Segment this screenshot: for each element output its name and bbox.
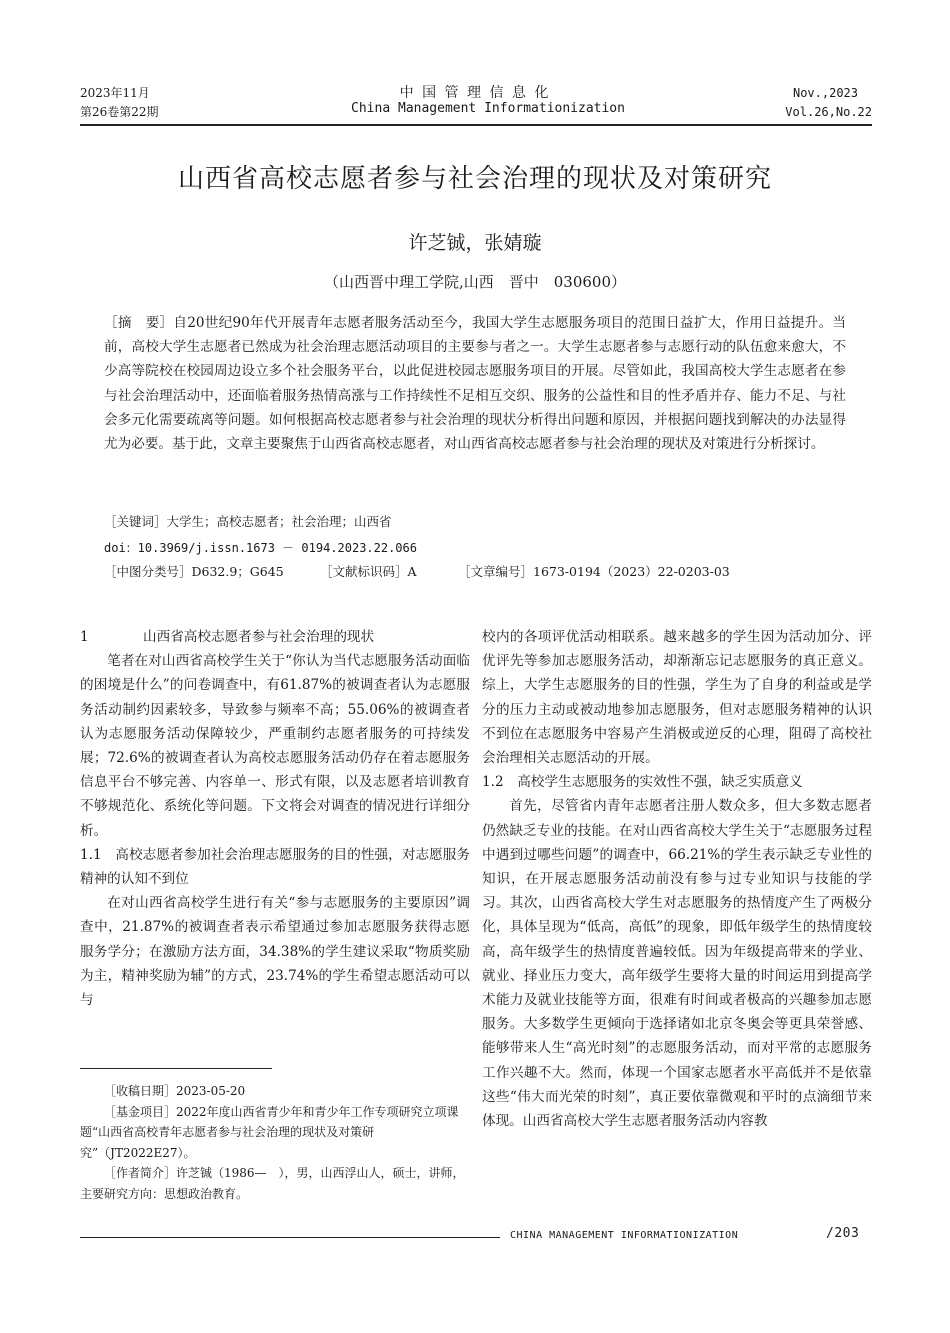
footer-rule xyxy=(80,1237,500,1238)
footnote-received: ［收稿日期］2023-05-20 xyxy=(104,1084,246,1098)
header-volume-en: Vol.26,No.22 xyxy=(785,105,872,119)
journal-name-cn: 中 国 管 理 信 息 化 xyxy=(399,85,551,101)
paragraph: 校内的各项评优活动相联系。越来越多的学生因为活动加分、评优评先等参加志愿服务活动，却渐渐忘记志愿服务的真正意义。综上，大学生志愿服务的目的性强，学生为了自身的利益或是学分的压力主动或被动地参加志愿服务，但对志愿服务精神的认识不到位在志愿服务中容易产生消极或逆反的心理，阻碍了高校社会治理相关志愿活动的开展。 xyxy=(482,629,872,767)
footnote-rule xyxy=(80,1068,272,1069)
section-1-1-title: 1.1 高校志愿者参加社会治理志愿服务的目的性强，对志愿服务精神的认知不到位 xyxy=(80,846,470,888)
left-column xyxy=(80,625,470,1012)
article-title: 山西省高校志愿者参与社会治理的现状及对策研究 xyxy=(177,164,772,194)
article-authors: 许芝铖，张婧璇 xyxy=(408,232,542,254)
document-code: ［文献标识码］A xyxy=(320,564,417,579)
journal-name-en: China Management Informationization xyxy=(351,101,625,116)
paragraph: 笔者在对山西省高校学生关于“你认为当代志愿服务活动面临的困境是什么”的问卷调查中，有61.87%的被调查者认为志愿服务活动制约因素较多，导致参与频率不高；55.06%的被调查者认为志愿服务活动保障较少，严重制约志愿者服务的可持续发展；72.6%的被调查者认为高校志愿服务活动仍存在着志愿服务信息平台不够完善、内容单一、形式有限，以及志愿者培训教育不够规范化、系统化等问题。下文将会对调查的情况进行详细分析。 xyxy=(80,653,470,839)
right-column xyxy=(482,625,872,1133)
section-1-title: 1 山西省高校志愿者参与社会治理的现状 xyxy=(80,629,375,645)
footnote-author-bio: ［作者简介］许芝铖（1986— ），男，山西浮山人，硕士，讲师，主要研究方向：思想政治教育。 xyxy=(80,1166,465,1201)
keywords: ［关键词］大学生；高校志愿者；社会治理；山西省 xyxy=(104,514,392,529)
paragraph: 首先，尽管省内青年志愿者注册人数众多，但大多数志愿者仍然缺乏专业的技能。在对山西省高校大学生关于“志愿服务过程中遇到过哪些问题”的调查中，66.21%的学生表示缺乏专业性的知识，在开展志愿服务活动前没有参与过专业知识与技能的学习。其次，山西省高校大学生对志愿服务的热情度产生了两极分化，具体呈现为“低高，高低”的现象，即低年级学生的热情度较高，高年级学生的热情度普遍较低。因为年级提高带来的学业、就业、择业压力变大，高年级学生要将大量的时间运用到提高学术能力及就业技能等方面，很难有时间或者极高的兴趣参加志愿服务。大多数学生更倾向于选择诸如北京冬奥会等更具荣誉感、能够带来人生“高光时刻”的志愿服务活动，而对平常的志愿服务工作兴趣不大。然而，体现一个国家志愿者水平高低并不是依靠这些“伟大而光荣的时刻”，真正要依靠微观和平时的点滴细节来体现。山西省高校大学生志愿者服务活动内容教 xyxy=(482,798,872,1130)
footnotes xyxy=(80,1081,470,1204)
header-rule xyxy=(80,124,872,126)
abstract: ［摘 要］自20世纪90年代开展青年志愿者服务活动至今，我国大学生志愿服务项目的范围日益扩大，作用日益提升。当前，高校大学生志愿者已然成为社会治理志愿活动项目的主要参与者之一。大学生志愿者参与志愿行动的队伍愈来愈大，不少高等院校在校园周边设立多个社会服务平台，以此促进校园志愿服务项目的开展。尽管如此，我国高校大学生志愿者在参与社会治理活动中，还面临着服务热情高涨与工作持续性不足相互交织、服务的公益性和目的性矛盾并存、能力不足、与社会多元化需要疏离等问题。如何根据高校志愿者参与社会治理的现状分析得出问题和原因，并根据问题找到解决的办法显得尤为必要。基于此，文章主要聚焦于山西省高校志愿者，对山西省高校志愿者参与社会治理的现状及对策进行分析探讨。 xyxy=(104,315,846,453)
article-number: ［文章编号］1673-0194（2023）22-0203-03 xyxy=(458,564,730,579)
footer-journal: CHINA MANAGEMENT INFORMATIONIZATION xyxy=(510,1230,739,1241)
clc-number: ［中图分类号］D632.9；G645 xyxy=(104,564,284,579)
paragraph: 在对山西省高校学生进行有关“参与志愿服务的主要原因”调查中，21.87%的被调查者表示希望通过参加志愿服务获得志愿服务学分；在激励方法方面，34.38%的学生建议采取“物质奖励为主，精神奖励为辅”的方式，23.74%的学生希望志愿活动可以与 xyxy=(80,895,470,1009)
author-affiliation: （山西晋中理工学院,山西 晋中 030600） xyxy=(323,273,627,291)
header-date-cn: 2023年11月 xyxy=(80,86,150,100)
page-number: /203 xyxy=(826,1226,860,1241)
footnote-fund: ［基金项目］2022年度山西省青少年和青少年工作专项研究立项课题“山西省高校青年志愿者参与社会治理的现状及对策研究”（JT2022E27）。 xyxy=(80,1104,459,1160)
doi: doi：10.3969/j.issn.1673 － 0194.2023.22.066 xyxy=(104,541,417,555)
header-volume-cn: 第26卷第22期 xyxy=(80,105,159,119)
header-date-en: Nov.,2023 xyxy=(792,86,858,100)
section-1-2-title: 1.2 高校学生志愿服务的实效性不强，缺乏实质意义 xyxy=(482,774,803,791)
